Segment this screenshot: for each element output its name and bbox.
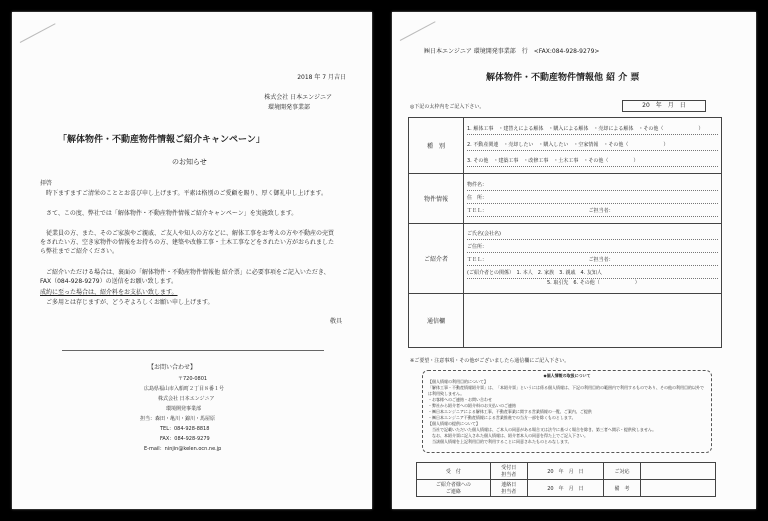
cover-letter-page: [12, 12, 372, 509]
contact-postal: 〒720-0801: [178, 376, 208, 382]
type-option-demolition[interactable]: 1. 解体工事 ・建替えによる解体 ・購入による解体 ・売却による解体 ・その他（ ）: [467, 125, 718, 135]
contact-address: 広島県福山市入船町２丁目８番１号: [144, 386, 225, 392]
form-date-box[interactable]: 20 年 月 日: [622, 100, 706, 112]
privacy-notice: [422, 370, 712, 453]
contact-date-label: 連絡日 担当者: [490, 480, 527, 497]
introducer-contact-label: ご担当者：: [588, 256, 614, 263]
form-footnote: ※ご要望・注意事項・その他がございましたら通信欄にご記入下さい。: [410, 358, 570, 364]
introducer-name-field[interactable]: ご氏名(会社名): [467, 230, 718, 240]
introducer-address-field[interactable]: ご住所：: [467, 243, 718, 253]
remarks-label: 備 考: [604, 480, 641, 497]
contact-introducer-label: ご紹介者様への ご連絡: [417, 480, 491, 497]
privacy-provision-heading: 【個人情報の提供について】: [428, 421, 480, 426]
paragraph-campaign: さて、この度、弊社では「解体物件・不動産物件情報ご紹介キャンペーン」を実施致します。: [40, 210, 298, 217]
type-option-realestate[interactable]: 2. 不動産関連 ・売却したい ・購入したい ・空家情報 ・その他（ ）: [467, 141, 718, 151]
paragraph-request: 従業員の方、また、そのご家族やご親戚、ご友人や知人の方などに、解体工事をお考えの方や不動産の売買をされたい方、空き家物件の情報をお持ちの方、建築や改修工事・土木工事などをされたい方がおられましたら弊社までご紹介ください。: [40, 230, 335, 255]
referral-form-page: [392, 12, 756, 509]
privacy-item: ・お客様へのご連絡・お問い合わせ: [428, 397, 492, 402]
remarks-field[interactable]: [641, 480, 716, 497]
property-fields[interactable]: [464, 174, 722, 224]
property-name-field[interactable]: 物件名：: [467, 181, 718, 191]
reception-label: 受 付: [417, 463, 491, 480]
reception-date-label: 受付日 担当者: [490, 463, 527, 480]
privacy-provision-text: 当社で記載いただいた個人情報は、ご本人の同意がある場合又は法令に基づく場合を除き、第三者へ開示・提供致しません。: [428, 427, 657, 432]
introducer-fields[interactable]: [464, 224, 722, 294]
sender-company: 株式会社 日本エンジニア: [264, 94, 332, 101]
contact-staff: 担当：森田・亀川・錦川・馬屋原: [140, 416, 216, 422]
privacy-purpose-heading: 【個人情報の利用目的について】: [428, 379, 488, 384]
property-address-field[interactable]: 住 所：: [467, 194, 718, 204]
contact-date-field[interactable]: 20 年 月 日: [527, 480, 603, 497]
office-use-table: [416, 462, 716, 497]
contact-company: 株式会社 日本エンジニア: [158, 396, 215, 402]
page-crease: [400, 21, 436, 41]
salutation: 拝啓: [40, 180, 53, 187]
contact-department: 環境開発事業部: [166, 406, 202, 412]
notes-field[interactable]: [464, 294, 722, 348]
response-field[interactable]: [641, 463, 716, 480]
relation-options[interactable]: (ご紹介者との関係） 1. 本人 2. 家族 3. 親戚 4. 友知人: [467, 269, 718, 279]
introducer-tel-label: ＴＥＬ：: [467, 256, 488, 263]
reception-date-field[interactable]: 20 年 月 日: [527, 463, 603, 480]
privacy-item: ・弊社から紹介者への紹介料のお支払いのご連絡: [428, 403, 516, 408]
divider-line: [62, 350, 324, 351]
paragraph-fax: ご紹介いただける場合は、裏面の「解体物件・不動産物件情報他 紹介票」に必要事項をご記入いただき、FAX（084-928-9279）の送信をお願い致します。: [40, 269, 330, 285]
form-instruction: ◎下記の太枠内をご記入下さい。: [410, 104, 485, 110]
closing-word: 敬具: [329, 318, 342, 325]
privacy-purpose-text: 「解体工事・不動産情報紹介票」は、「本紹介票」というには係る個人情報は、下記の利用目的の範囲内で利用するものであり、その他の利用目的以外では利用致しません。: [428, 385, 704, 396]
privacy-item: ・㈱日本エンジニアによる解体工事、不動産事業に関する営業情報の一覧、ご案内、ご提供: [428, 409, 592, 414]
property-tel-label: ＴＥＬ：: [467, 207, 488, 214]
type-label: 種 別: [409, 118, 464, 174]
response-label: ご対応: [604, 463, 641, 480]
property-contact-label: ご担当者：: [588, 207, 614, 214]
privacy-provision-text: なお、本紹介票に記入された個人情報は、紹介者本人の同意を得た上でご記入下さい。: [428, 433, 588, 438]
form-title: 解体物件・不動産物件情報他 紹 介 票: [486, 73, 640, 83]
letter-title: 「解体物件・不動産物件情報ご紹介キャンペーン」: [58, 135, 265, 145]
letter-subtitle: のお知らせ: [172, 158, 207, 166]
contact-email: E-mail：ninjin@kelen.ocn.ne.jp: [144, 446, 222, 452]
introducer-tel-field[interactable]: [467, 256, 718, 266]
privacy-title: ◆個人情報の取扱について: [543, 373, 591, 378]
property-label: 物件情報: [409, 174, 464, 224]
letter-date: 2018 年 7 月吉日: [297, 74, 346, 81]
notes-label: 通信欄: [409, 294, 464, 348]
paragraph-closing: ご多用とは存じますが、どうぞよろしくお願い申し上げます。: [40, 299, 214, 306]
contact-fax: FAX：084-928-9279: [160, 436, 210, 442]
relation-options-2[interactable]: 5. 取引先 6. その他（ ）: [547, 279, 640, 286]
page-crease: [20, 23, 56, 43]
type-option-other[interactable]: 3. その他 ・建築工事 ・改修工事 ・土木工事 ・その他（ ）: [467, 157, 718, 167]
contact-heading: 【お問い合わせ】: [148, 364, 197, 371]
paragraph-fee: 成約に至った場合は、紹介料をお支払い致します。: [40, 289, 178, 296]
property-tel-field[interactable]: [467, 207, 718, 217]
referral-form-table: [408, 117, 722, 348]
form-header-recipient: ㈱日本エンジニア 環境開発事業部 行 <FAX:084-928-9279>: [424, 48, 600, 55]
paragraph-greeting: 時下ますますご清栄のこととお喜び申し上げます。平素は格別のご愛顧を賜り、厚く御礼申し上げます。: [40, 190, 328, 197]
sender-department: 環境開発事業部: [267, 104, 310, 111]
contact-tel: TEL：084-928-8818: [160, 426, 210, 432]
privacy-item: ・㈱日本エンジニア不動産情報による営業推進での当方一部を除くものとします。: [428, 415, 576, 420]
introducer-label: ご紹介者: [409, 224, 464, 294]
privacy-provision-text: 当該個人情報を上記利用目的で利用することに同意されたものとみなします。: [428, 439, 572, 444]
type-options[interactable]: [464, 118, 722, 174]
